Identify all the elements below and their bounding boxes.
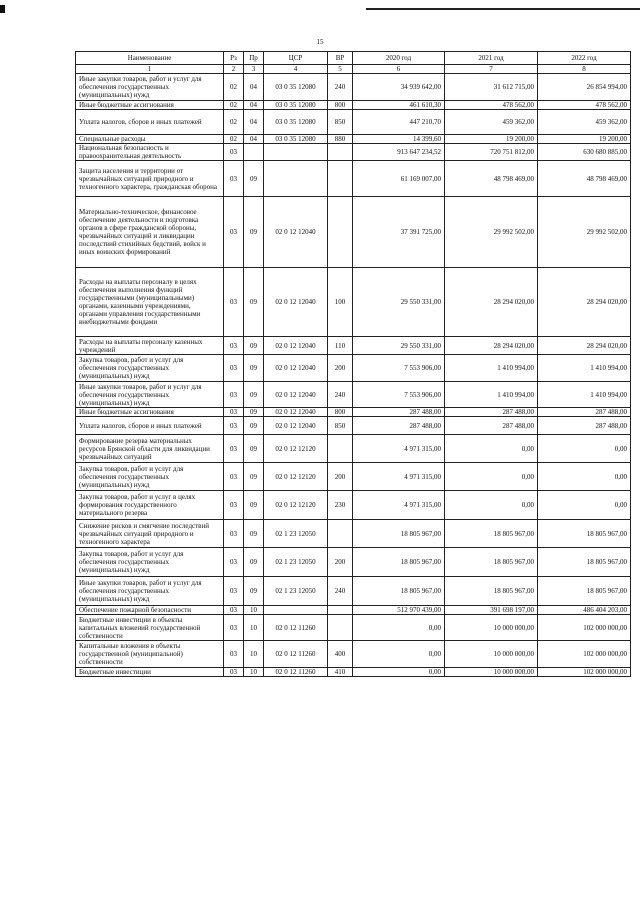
cell-2020: 287 488,00 (353, 417, 445, 435)
cell-2020: 7 553 906,00 (353, 355, 445, 382)
cell-rz: 03 (224, 408, 244, 417)
table-row (76, 74, 631, 101)
cell-2020: 0,00 (353, 615, 445, 641)
cell-2022: 18 805 967,00 (538, 548, 631, 577)
page-number: 15 (316, 38, 324, 46)
cell-vr: 800 (328, 101, 353, 110)
cell-csr: 03 0 35 12080 (264, 101, 328, 110)
cell-vr (328, 161, 353, 197)
cell-pr: 09 (244, 463, 264, 491)
cell-2021: 459 362,00 (445, 110, 538, 135)
cell-rz: 02 (224, 135, 244, 144)
table-row (76, 382, 631, 408)
cell-vr: 400 (328, 641, 353, 668)
cell-csr: 02 0 12 12120 (264, 435, 328, 463)
cell-csr: 02 0 12 11260 (264, 641, 328, 668)
cell-rz: 03 (224, 382, 244, 408)
cell-2022: 287 488,00 (538, 408, 631, 417)
cell-rz: 03 (224, 268, 244, 337)
cell-vr: 240 (328, 74, 353, 101)
cell-pr: 09 (244, 197, 264, 268)
scan-corner-mark (0, 5, 5, 13)
cell-pr: 09 (244, 491, 264, 520)
cell-pr: 09 (244, 408, 264, 417)
cell-pr: 04 (244, 110, 264, 135)
table-row (76, 110, 631, 135)
cell-name: Снижение рисков и смягчение последствий чрезвычайных ситуаций природного и техногенного характера (76, 520, 224, 548)
cell-2022: 18 805 967,00 (538, 577, 631, 606)
budget-table (75, 51, 631, 677)
cell-name: Материально-техническое, финансовое обеспечение деятельности и подготовка органов в сфере гражданской обороны, чрезвычайных ситуаций и ликвидации последствий стихийных бедствий, войск и иных воинских формирований (76, 197, 224, 268)
cell-2022: 28 294 020,00 (538, 337, 631, 355)
table-row (76, 435, 631, 463)
cell-2021: 0,00 (445, 435, 538, 463)
cell-csr: 02 0 12 11260 (264, 615, 328, 641)
cell-2022: 1 410 994,00 (538, 355, 631, 382)
cell-vr: 850 (328, 110, 353, 135)
cell-csr: 02 0 12 12040 (264, 197, 328, 268)
cell-pr: 09 (244, 577, 264, 606)
cell-2021: 1 410 994,00 (445, 382, 538, 408)
cell-2020: 913 647 234,52 (353, 144, 445, 161)
header-rz: Рз (224, 52, 244, 65)
cell-vr (328, 435, 353, 463)
cell-vr: 100 (328, 268, 353, 337)
table-row (76, 268, 631, 337)
cell-name: Бюджетные инвестиции в объекты капитальных вложений государственной собственности (76, 615, 224, 641)
column-index-row (76, 65, 631, 74)
cell-vr: 110 (328, 337, 353, 355)
cell-pr: 10 (244, 668, 264, 677)
cell-rz: 03 (224, 615, 244, 641)
header-name: Наименование (76, 52, 224, 65)
cell-2021: 10 000 000,00 (445, 615, 538, 641)
column-index: 1 (76, 65, 224, 74)
cell-rz: 02 (224, 74, 244, 101)
cell-2022: 1 410 994,00 (538, 382, 631, 408)
cell-2021: 18 805 967,00 (445, 520, 538, 548)
column-index: 4 (264, 65, 328, 74)
cell-2020: 29 550 331,00 (353, 268, 445, 337)
column-index: 8 (538, 65, 631, 74)
cell-pr: 09 (244, 435, 264, 463)
top-rule (366, 8, 640, 10)
cell-2022: 486 404 203,00 (538, 606, 631, 615)
cell-csr (264, 606, 328, 615)
cell-2021: 29 992 502,00 (445, 197, 538, 268)
cell-2022: 630 680 885,00 (538, 144, 631, 161)
cell-2021: 28 294 020,00 (445, 268, 538, 337)
cell-vr: 200 (328, 548, 353, 577)
table-row (76, 408, 631, 417)
cell-rz: 03 (224, 491, 244, 520)
cell-2020: 4 971 315,00 (353, 463, 445, 491)
cell-2022: 459 362,00 (538, 110, 631, 135)
cell-2020: 4 971 315,00 (353, 435, 445, 463)
cell-csr: 02 0 12 12040 (264, 408, 328, 417)
header-csr: ЦСР (264, 52, 328, 65)
cell-name: Формирование резерва материальных ресурсов Брянской области для ликвидации чрезвычайных ситуаций (76, 435, 224, 463)
table-row (76, 337, 631, 355)
cell-pr: 09 (244, 520, 264, 548)
cell-2021: 18 805 967,00 (445, 577, 538, 606)
cell-vr (328, 197, 353, 268)
cell-2020: 29 550 331,00 (353, 337, 445, 355)
cell-2020: 461 610,30 (353, 101, 445, 110)
cell-name: Уплата налогов, сборов и иных платежей (76, 110, 224, 135)
cell-2021: 19 200,00 (445, 135, 538, 144)
cell-rz: 03 (224, 606, 244, 615)
cell-name: Закупка товаров, работ и услуг для обеспечения государственных (муниципальных) нужд (76, 548, 224, 577)
cell-csr: 02 0 12 12120 (264, 463, 328, 491)
cell-csr: 02 0 12 12040 (264, 382, 328, 408)
cell-csr: 02 0 12 12120 (264, 491, 328, 520)
cell-vr: 850 (328, 417, 353, 435)
cell-2020: 34 939 642,00 (353, 74, 445, 101)
cell-rz: 03 (224, 577, 244, 606)
cell-2020: 61 169 007,00 (353, 161, 445, 197)
cell-2020: 37 391 725,00 (353, 197, 445, 268)
table-row (76, 615, 631, 641)
cell-2022: 0,00 (538, 435, 631, 463)
table-header-row (76, 52, 631, 65)
cell-2021: 0,00 (445, 491, 538, 520)
cell-rz: 03 (224, 417, 244, 435)
table-row (76, 606, 631, 615)
header-2022: 2022 год (538, 52, 631, 65)
cell-2022: 0,00 (538, 463, 631, 491)
cell-vr: 240 (328, 382, 353, 408)
cell-vr: 230 (328, 491, 353, 520)
cell-rz: 03 (224, 641, 244, 668)
cell-pr: 04 (244, 101, 264, 110)
column-index: 5 (328, 65, 353, 74)
column-index: 6 (353, 65, 445, 74)
cell-2020: 4 971 315,00 (353, 491, 445, 520)
cell-2022: 19 200,00 (538, 135, 631, 144)
cell-pr: 09 (244, 382, 264, 408)
table-row (76, 520, 631, 548)
cell-name: Уплата налогов, сборов и иных платежей (76, 417, 224, 435)
cell-csr: 02 0 12 12040 (264, 355, 328, 382)
cell-2020: 0,00 (353, 668, 445, 677)
cell-name: Капитальные вложения в объекты государственной (муниципальной) собственности (76, 641, 224, 668)
cell-rz: 03 (224, 668, 244, 677)
cell-name: Иные бюджетные ассигнования (76, 408, 224, 417)
cell-pr: 09 (244, 337, 264, 355)
cell-2021: 0,00 (445, 463, 538, 491)
cell-csr: 02 1 23 12050 (264, 520, 328, 548)
cell-2021: 28 294 020,00 (445, 337, 538, 355)
cell-pr: 04 (244, 135, 264, 144)
cell-csr: 03 0 35 12080 (264, 110, 328, 135)
cell-pr (244, 144, 264, 161)
cell-2020: 18 805 967,00 (353, 548, 445, 577)
cell-rz: 03 (224, 337, 244, 355)
cell-2021: 287 488,00 (445, 408, 538, 417)
cell-vr (328, 606, 353, 615)
cell-csr (264, 144, 328, 161)
cell-vr (328, 615, 353, 641)
cell-2021: 48 798 469,00 (445, 161, 538, 197)
cell-name: Закупка товаров, работ и услуг для обеспечения государственных (муниципальных) нужд (76, 463, 224, 491)
cell-2022: 18 805 967,00 (538, 520, 631, 548)
column-index: 2 (224, 65, 244, 74)
table-row (76, 197, 631, 268)
cell-name: Национальная безопасность и правоохранительная деятельность (76, 144, 224, 161)
cell-rz: 03 (224, 548, 244, 577)
cell-rz: 03 (224, 463, 244, 491)
cell-name: Бюджетные инвестиции (76, 668, 224, 677)
cell-vr (328, 144, 353, 161)
cell-name: Иные закупки товаров, работ и услуг для обеспечения государственных (муниципальных) нужд (76, 577, 224, 606)
table-row (76, 101, 631, 110)
cell-pr: 10 (244, 641, 264, 668)
cell-2022: 26 854 994,00 (538, 74, 631, 101)
cell-pr: 09 (244, 355, 264, 382)
cell-csr: 02 0 12 12040 (264, 268, 328, 337)
cell-name: Расходы на выплаты персоналу казенных учреждений (76, 337, 224, 355)
cell-2021: 720 751 812,00 (445, 144, 538, 161)
cell-name: Закупка товаров, работ и услуг для обеспечения государственных (муниципальных) нужд (76, 355, 224, 382)
cell-vr (328, 520, 353, 548)
cell-2020: 18 805 967,00 (353, 577, 445, 606)
cell-2022: 48 798 469,00 (538, 161, 631, 197)
cell-2021: 1 410 994,00 (445, 355, 538, 382)
cell-2021: 10 000 000,00 (445, 641, 538, 668)
cell-2022: 0,00 (538, 491, 631, 520)
cell-vr: 240 (328, 577, 353, 606)
cell-pr: 10 (244, 615, 264, 641)
cell-csr: 03 0 35 12080 (264, 135, 328, 144)
cell-rz: 03 (224, 520, 244, 548)
header-vr: ВР (328, 52, 353, 65)
cell-pr: 09 (244, 548, 264, 577)
cell-csr: 02 1 23 12050 (264, 548, 328, 577)
header-2020: 2020 год (353, 52, 445, 65)
cell-2022: 478 562,00 (538, 101, 631, 110)
cell-vr: 200 (328, 463, 353, 491)
cell-vr: 200 (328, 355, 353, 382)
cell-pr: 09 (244, 161, 264, 197)
cell-pr: 09 (244, 268, 264, 337)
cell-pr: 04 (244, 74, 264, 101)
cell-name: Защита населения и территории от чрезвычайных ситуаций природного и техногенного характера, гражданская оборона (76, 161, 224, 197)
cell-name: Расходы на выплаты персоналу в целях обеспечения выполнения функций государственными (муниципальными) органами, казенными учреждениями, органами управления государственными внебюджетными фондами (76, 268, 224, 337)
cell-rz: 03 (224, 355, 244, 382)
cell-rz: 02 (224, 101, 244, 110)
cell-name: Специальные расходы (76, 135, 224, 144)
cell-2021: 391 698 197,00 (445, 606, 538, 615)
cell-rz: 02 (224, 110, 244, 135)
cell-rz: 03 (224, 435, 244, 463)
cell-2021: 10 000 000,00 (445, 668, 538, 677)
table-row (76, 355, 631, 382)
cell-pr: 10 (244, 606, 264, 615)
cell-2022: 28 294 020,00 (538, 268, 631, 337)
table-row (76, 548, 631, 577)
header-2021: 2021 год (445, 52, 538, 65)
cell-2020: 0,00 (353, 641, 445, 668)
cell-name: Иные бюджетные ассигнования (76, 101, 224, 110)
cell-2022: 102 000 000,00 (538, 668, 631, 677)
cell-2020: 18 805 967,00 (353, 520, 445, 548)
cell-vr: 880 (328, 135, 353, 144)
cell-rz: 03 (224, 161, 244, 197)
cell-2022: 102 000 000,00 (538, 641, 631, 668)
cell-csr: 02 1 23 12050 (264, 577, 328, 606)
header-pr: Пр (244, 52, 264, 65)
cell-csr: 02 0 12 11260 (264, 668, 328, 677)
cell-2021: 287 488,00 (445, 417, 538, 435)
cell-name: Обеспечение пожарной безопасности (76, 606, 224, 615)
cell-2022: 29 992 502,00 (538, 197, 631, 268)
cell-name: Иные закупки товаров, работ и услуг для обеспечения государственных (муниципальных) нужд (76, 74, 224, 101)
cell-rz: 03 (224, 197, 244, 268)
table-row (76, 491, 631, 520)
table-row (76, 577, 631, 606)
cell-vr: 410 (328, 668, 353, 677)
cell-csr (264, 161, 328, 197)
cell-2020: 14 399,60 (353, 135, 445, 144)
column-index: 7 (445, 65, 538, 74)
table-row (76, 135, 631, 144)
cell-2022: 102 000 000,00 (538, 615, 631, 641)
cell-csr: 02 0 12 12040 (264, 417, 328, 435)
cell-rz: 03 (224, 144, 244, 161)
column-index: 3 (244, 65, 264, 74)
cell-pr: 09 (244, 417, 264, 435)
table-row (76, 161, 631, 197)
cell-2022: 287 488,00 (538, 417, 631, 435)
cell-2020: 7 553 906,00 (353, 382, 445, 408)
table-row (76, 668, 631, 677)
cell-name: Закупка товаров, работ и услуг в целях формирования государственного материального резерва (76, 491, 224, 520)
cell-2021: 478 562,00 (445, 101, 538, 110)
cell-csr: 03 0 35 12080 (264, 74, 328, 101)
cell-2020: 447 210,70 (353, 110, 445, 135)
table-row (76, 144, 631, 161)
cell-2020: 512 970 439,00 (353, 606, 445, 615)
table-row (76, 417, 631, 435)
cell-name: Иные закупки товаров, работ и услуг для обеспечения государственных (муниципальных) нужд (76, 382, 224, 408)
cell-2020: 287 488,00 (353, 408, 445, 417)
cell-csr: 02 0 12 12040 (264, 337, 328, 355)
cell-vr: 800 (328, 408, 353, 417)
cell-2021: 31 612 715,00 (445, 74, 538, 101)
table-row (76, 463, 631, 491)
table-row (76, 641, 631, 668)
cell-2021: 18 805 967,00 (445, 548, 538, 577)
